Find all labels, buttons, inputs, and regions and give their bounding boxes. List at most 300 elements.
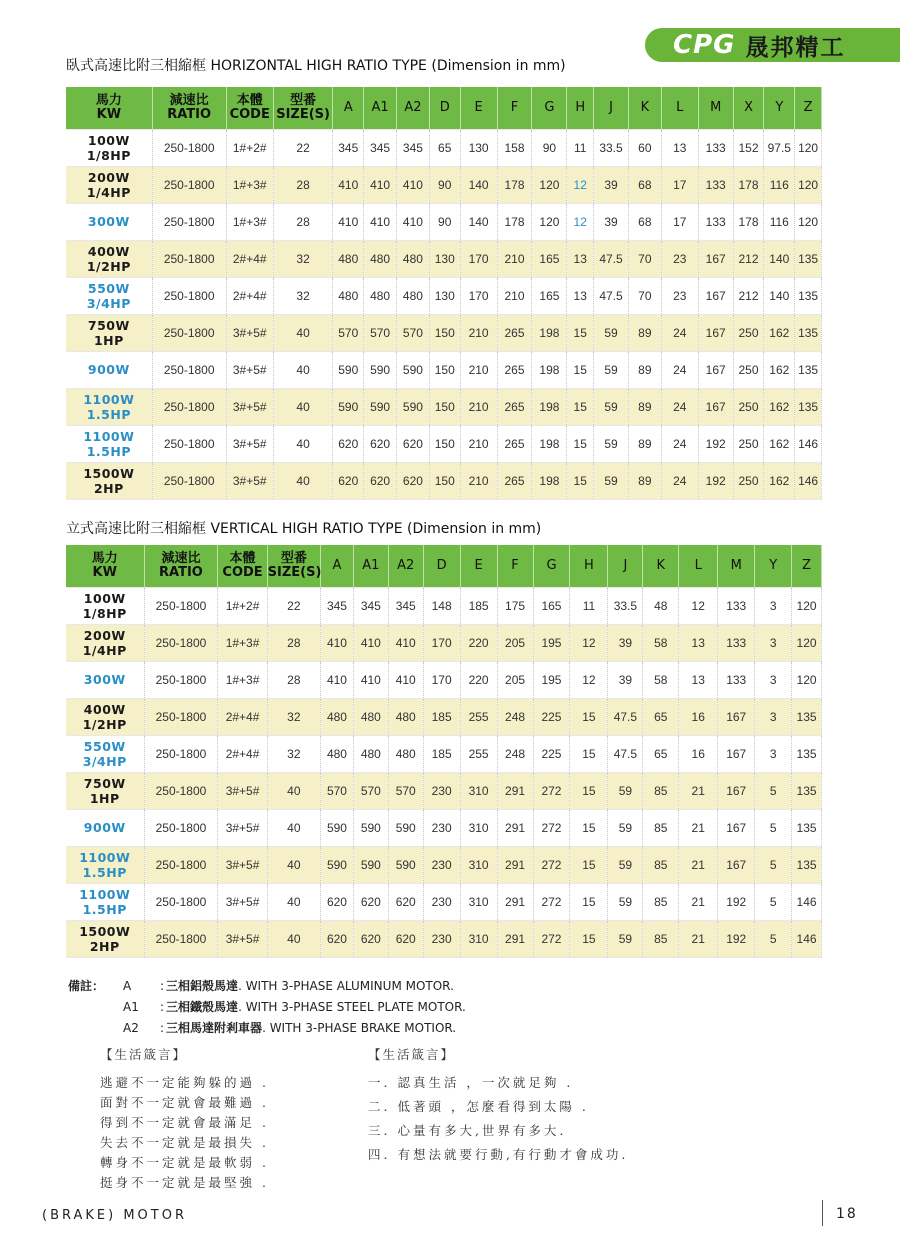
- table-cell: 40: [267, 920, 320, 957]
- table-cell: 40: [267, 883, 320, 920]
- table-cell: 310: [460, 920, 497, 957]
- table-cell: 165: [532, 240, 567, 277]
- table-row: [66, 166, 822, 203]
- table-cell: 410: [333, 203, 364, 240]
- table-cell: 345: [353, 587, 388, 624]
- table-cell: 272: [533, 883, 570, 920]
- table-cell: 162: [764, 425, 795, 462]
- table-cell: 590: [321, 809, 354, 846]
- table-cell: 250-1800: [152, 425, 226, 462]
- table-cell: 116: [764, 203, 795, 240]
- table-cell: 21: [679, 920, 718, 957]
- table-cell: 146: [792, 883, 822, 920]
- table-cell: 15: [567, 388, 594, 425]
- footer-divider: [822, 1200, 823, 1226]
- column-header: M: [718, 545, 755, 587]
- table-cell: 15: [570, 772, 608, 809]
- table-cell: 230: [423, 809, 460, 846]
- table-cell: 250-1800: [144, 587, 218, 624]
- table-cell: 130: [429, 240, 460, 277]
- table-cell: 59: [608, 772, 643, 809]
- table-cell: 1#+2#: [218, 587, 267, 624]
- table-cell: 230: [423, 846, 460, 883]
- table-cell: 39: [594, 203, 629, 240]
- saying-line: 四. 有想法就要行動,有行動才會成功.: [368, 1147, 629, 1162]
- table-cell: 133: [698, 166, 733, 203]
- saying-line: 轉身不一定就是最軟弱 .: [100, 1155, 269, 1170]
- table-cell: 133: [718, 661, 755, 698]
- table-row: [66, 203, 822, 240]
- table-cell: 135: [792, 735, 822, 772]
- table-cell: 250-1800: [144, 772, 218, 809]
- column-header: K: [628, 87, 661, 129]
- power-cell: 900W: [66, 809, 144, 846]
- table-cell: 22: [273, 129, 333, 166]
- table-cell: 167: [718, 809, 755, 846]
- table-cell: 11: [567, 129, 594, 166]
- power-cell: 200W 1/4HP: [66, 624, 144, 661]
- table-cell: 265: [497, 314, 532, 351]
- table-cell: 250-1800: [144, 735, 218, 772]
- table-cell: 120: [795, 166, 822, 203]
- table-cell: 480: [321, 735, 354, 772]
- note-cn: 三相鐵殼馬達: [166, 1000, 239, 1014]
- table-cell: 480: [321, 698, 354, 735]
- column-header: Y: [755, 545, 792, 587]
- table-cell: 22: [267, 587, 320, 624]
- column-header: Y: [764, 87, 795, 129]
- column-header: A: [321, 545, 354, 587]
- table-cell: 250-1800: [152, 129, 226, 166]
- power-cell: 1500W 2HP: [66, 462, 152, 499]
- table-cell: 68: [628, 166, 661, 203]
- table-cell: 116: [764, 166, 795, 203]
- table-cell: 11: [570, 587, 608, 624]
- table-cell: 620: [321, 920, 354, 957]
- table-cell: 1#+3#: [218, 661, 267, 698]
- table-cell: 135: [792, 772, 822, 809]
- power-cell: 1100W 1.5HP: [66, 388, 152, 425]
- table-cell: 480: [364, 277, 397, 314]
- table-cell: 59: [608, 920, 643, 957]
- table-cell: 165: [532, 277, 567, 314]
- table-cell: 68: [628, 203, 661, 240]
- power-cell: 300W: [66, 661, 144, 698]
- table-cell: 410: [353, 661, 388, 698]
- table-cell: 480: [353, 698, 388, 735]
- power-cell: 1100W 1.5HP: [66, 425, 152, 462]
- table-cell: 59: [608, 846, 643, 883]
- table-cell: 60: [628, 129, 661, 166]
- table-cell: 167: [698, 388, 733, 425]
- column-header: A2: [388, 545, 423, 587]
- table-cell: 192: [718, 883, 755, 920]
- table-cell: 40: [267, 846, 320, 883]
- table-cell: 410: [388, 624, 423, 661]
- table-cell: 59: [608, 883, 643, 920]
- table-cell: 620: [397, 462, 430, 499]
- table-cell: 570: [388, 772, 423, 809]
- table-row: [66, 661, 822, 698]
- table-cell: 272: [533, 772, 570, 809]
- table-cell: 162: [764, 462, 795, 499]
- table-cell: 15: [570, 920, 608, 957]
- table-cell: 133: [698, 129, 733, 166]
- page-number: 18: [836, 1206, 858, 1222]
- table-cell: 310: [460, 809, 497, 846]
- table-cell: 170: [423, 661, 460, 698]
- power-cell: 1100W 1.5HP: [66, 846, 144, 883]
- table-row: [66, 920, 822, 957]
- table-cell: 220: [460, 661, 497, 698]
- column-header: 型番 SIZE(S): [267, 545, 320, 587]
- column-header: K: [643, 545, 679, 587]
- horizontal-title: 臥式高速比附三相縮框 HORIZONTAL HIGH RATIO TYPE (Dimension in mm): [66, 58, 566, 74]
- table-cell: 570: [333, 314, 364, 351]
- column-header: D: [429, 87, 460, 129]
- table-cell: 1#+3#: [226, 203, 273, 240]
- table-cell: 590: [397, 388, 430, 425]
- table-cell: 167: [698, 277, 733, 314]
- column-header: J: [608, 545, 643, 587]
- table-cell: 89: [628, 462, 661, 499]
- table-cell: 410: [333, 166, 364, 203]
- table-cell: 167: [698, 240, 733, 277]
- horizontal-spec-table: [66, 87, 822, 500]
- table-cell: 170: [460, 240, 497, 277]
- table-cell: 133: [718, 587, 755, 624]
- table-cell: 150: [429, 351, 460, 388]
- table-row: [66, 846, 822, 883]
- table-cell: 410: [364, 166, 397, 203]
- table-cell: 250-1800: [152, 240, 226, 277]
- table-cell: 291: [497, 772, 533, 809]
- table-cell: 250-1800: [152, 277, 226, 314]
- table-cell: 32: [273, 240, 333, 277]
- table-cell: 167: [698, 314, 733, 351]
- column-header: 馬力 KW: [66, 545, 144, 587]
- table-cell: 620: [353, 920, 388, 957]
- table-cell: 15: [567, 314, 594, 351]
- column-header: D: [423, 545, 460, 587]
- table-cell: 250-1800: [144, 661, 218, 698]
- table-cell: 21: [679, 772, 718, 809]
- table-cell: 590: [388, 846, 423, 883]
- table-cell: 12: [570, 661, 608, 698]
- table-cell: 198: [532, 314, 567, 351]
- table-cell: 210: [497, 240, 532, 277]
- table-cell: 17: [661, 203, 698, 240]
- table-cell: 146: [795, 462, 822, 499]
- table-cell: 140: [460, 203, 497, 240]
- table-cell: 28: [273, 203, 333, 240]
- table-cell: 89: [628, 351, 661, 388]
- table-cell: 620: [321, 883, 354, 920]
- table-cell: 17: [661, 166, 698, 203]
- brand-banner: [645, 28, 900, 62]
- table-cell: 3#+5#: [226, 425, 273, 462]
- table-cell: 225: [533, 735, 570, 772]
- table-cell: 175: [497, 587, 533, 624]
- table-cell: 24: [661, 314, 698, 351]
- column-header: X: [733, 87, 764, 129]
- table-cell: 15: [567, 462, 594, 499]
- table-cell: 620: [388, 920, 423, 957]
- table-row: [66, 462, 822, 499]
- table-cell: 120: [792, 587, 822, 624]
- table-cell: 410: [388, 661, 423, 698]
- table-cell: 178: [497, 166, 532, 203]
- table-row: [66, 735, 822, 772]
- table-cell: 32: [267, 698, 320, 735]
- column-header: H: [567, 87, 594, 129]
- table-cell: 345: [321, 587, 354, 624]
- table-cell: 24: [661, 425, 698, 462]
- table-cell: 198: [532, 388, 567, 425]
- table-cell: 150: [429, 314, 460, 351]
- table-cell: 250-1800: [144, 846, 218, 883]
- table-cell: 230: [423, 883, 460, 920]
- table-cell: 150: [429, 462, 460, 499]
- table-cell: 140: [764, 277, 795, 314]
- note-en: . WITH 3-PHASE ALUMINUM MOTOR.: [238, 978, 454, 993]
- table-cell: 3#+5#: [226, 351, 273, 388]
- table-cell: 230: [423, 920, 460, 957]
- table-cell: 178: [733, 203, 764, 240]
- table-cell: 167: [718, 846, 755, 883]
- table-cell: 590: [353, 809, 388, 846]
- table-cell: 85: [643, 772, 679, 809]
- table-cell: 135: [792, 809, 822, 846]
- table-cell: 265: [497, 351, 532, 388]
- table-cell: 3#+5#: [218, 883, 267, 920]
- column-header: G: [532, 87, 567, 129]
- table-cell: 40: [273, 314, 333, 351]
- table-cell: 47.5: [608, 735, 643, 772]
- table-cell: 24: [661, 462, 698, 499]
- table-cell: 85: [643, 883, 679, 920]
- table-cell: 170: [460, 277, 497, 314]
- saying-line: 逃避不一定能夠躲的過 .: [100, 1075, 269, 1090]
- table-row: [66, 314, 822, 351]
- table-cell: 89: [628, 388, 661, 425]
- table-cell: 135: [795, 314, 822, 351]
- table-row: [66, 772, 822, 809]
- table-cell: 40: [273, 351, 333, 388]
- table-cell: 250-1800: [152, 351, 226, 388]
- power-cell: 200W 1/4HP: [66, 166, 152, 203]
- brand-logo: CPG: [673, 30, 736, 60]
- table-cell: 620: [333, 425, 364, 462]
- power-cell: 1500W 2HP: [66, 920, 144, 957]
- table-cell: 291: [497, 920, 533, 957]
- table-cell: 250-1800: [144, 920, 218, 957]
- table-cell: 205: [497, 624, 533, 661]
- column-header: E: [460, 87, 497, 129]
- table-row: [66, 425, 822, 462]
- table-cell: 185: [460, 587, 497, 624]
- table-cell: 15: [570, 698, 608, 735]
- column-header: 減速比 RATIO: [152, 87, 226, 129]
- table-cell: 590: [353, 846, 388, 883]
- table-cell: 570: [321, 772, 354, 809]
- table-cell: 570: [364, 314, 397, 351]
- table-cell: 135: [795, 277, 822, 314]
- table-cell: 250-1800: [144, 698, 218, 735]
- table-cell: 345: [388, 587, 423, 624]
- table-cell: 162: [764, 388, 795, 425]
- table-row: [66, 240, 822, 277]
- table-cell: 13: [661, 129, 698, 166]
- table-cell: 410: [321, 624, 354, 661]
- table-cell: 58: [643, 661, 679, 698]
- table-cell: 40: [273, 462, 333, 499]
- power-cell: 100W 1/8HP: [66, 129, 152, 166]
- table-cell: 620: [388, 883, 423, 920]
- table-cell: 1#+3#: [218, 624, 267, 661]
- table-cell: 570: [353, 772, 388, 809]
- table-cell: 590: [364, 351, 397, 388]
- notes-label: 備註：: [68, 979, 105, 993]
- table-cell: 185: [423, 698, 460, 735]
- table-cell: 3#+5#: [218, 920, 267, 957]
- column-header: L: [661, 87, 698, 129]
- table-cell: 210: [497, 277, 532, 314]
- notes-block: [68, 975, 466, 1038]
- table-cell: 265: [497, 388, 532, 425]
- table-cell: 59: [594, 425, 629, 462]
- table-cell: 210: [460, 351, 497, 388]
- table-cell: 250: [733, 314, 764, 351]
- table-cell: 167: [718, 698, 755, 735]
- table-cell: 15: [570, 735, 608, 772]
- table-cell: 140: [460, 166, 497, 203]
- column-header: 馬力 KW: [66, 87, 152, 129]
- table-cell: 590: [364, 388, 397, 425]
- table-cell: 345: [333, 129, 364, 166]
- table-cell: 480: [397, 240, 430, 277]
- column-header: F: [497, 545, 533, 587]
- table-cell: 195: [533, 661, 570, 698]
- table-cell: 265: [497, 462, 532, 499]
- power-cell: 750W 1HP: [66, 314, 152, 351]
- table-row: [66, 388, 822, 425]
- table-cell: 230: [423, 772, 460, 809]
- table-cell: 13: [679, 624, 718, 661]
- note-row-a1: A1 : 三相鐵殼馬達 . WITH 3-PHASE STEEL PLATE MOTOR.: [123, 999, 466, 1014]
- note-key: A1: [123, 999, 139, 1014]
- note-cn: 三相馬達附剎車器: [166, 1021, 263, 1035]
- column-header: E: [460, 545, 497, 587]
- saying-line: 失去不一定就是最損失 .: [100, 1135, 269, 1150]
- column-header: A: [333, 87, 364, 129]
- table-cell: 65: [643, 735, 679, 772]
- table-cell: 570: [397, 314, 430, 351]
- table-cell: 620: [364, 425, 397, 462]
- power-cell: 400W 1/2HP: [66, 240, 152, 277]
- table-cell: 167: [718, 735, 755, 772]
- note-key: A2: [123, 1020, 139, 1035]
- table-cell: 3: [755, 624, 792, 661]
- table-cell: 3: [755, 735, 792, 772]
- table-cell: 12: [570, 624, 608, 661]
- sayings-heading: 【生活箴言】: [368, 1047, 456, 1062]
- table-cell: 135: [795, 351, 822, 388]
- power-cell: 300W: [66, 203, 152, 240]
- table-cell: 590: [388, 809, 423, 846]
- table-cell: 265: [497, 425, 532, 462]
- table-cell: 1#+3#: [226, 166, 273, 203]
- column-header: L: [679, 545, 718, 587]
- table-cell: 192: [698, 425, 733, 462]
- table-cell: 248: [497, 698, 533, 735]
- table-cell: 97.5: [764, 129, 795, 166]
- table-cell: 28: [267, 624, 320, 661]
- table-cell: 15: [567, 351, 594, 388]
- saying-line: 二. 低著頭 ，怎麼看得到太陽 .: [368, 1099, 589, 1114]
- table-cell: 85: [643, 809, 679, 846]
- table-cell: 135: [795, 388, 822, 425]
- table-cell: 620: [333, 462, 364, 499]
- table-cell: 620: [397, 425, 430, 462]
- table-cell: 135: [795, 240, 822, 277]
- table-cell: 120: [795, 129, 822, 166]
- column-header: 型番 SIZE(S): [273, 87, 333, 129]
- table-cell: 250-1800: [152, 462, 226, 499]
- table-cell: 59: [608, 809, 643, 846]
- table-cell: 248: [497, 735, 533, 772]
- table-cell: 24: [661, 351, 698, 388]
- table-cell: 33.5: [608, 587, 643, 624]
- table-cell: 135: [792, 698, 822, 735]
- table-cell: 5: [755, 883, 792, 920]
- table-cell: 167: [698, 351, 733, 388]
- table-cell: 291: [497, 809, 533, 846]
- table-cell: 13: [679, 661, 718, 698]
- table-cell: 59: [594, 462, 629, 499]
- table-cell: 250: [733, 351, 764, 388]
- saying-line: 一. 認真生活 ，一次就足夠 .: [368, 1075, 574, 1090]
- table-cell: 21: [679, 883, 718, 920]
- table-cell: 148: [423, 587, 460, 624]
- table-cell: 133: [718, 624, 755, 661]
- table-cell: 210: [460, 388, 497, 425]
- saying-line: 得到不一定就會最滿足 .: [100, 1115, 269, 1130]
- column-header: J: [594, 87, 629, 129]
- table-cell: 16: [679, 698, 718, 735]
- table-cell: 3: [755, 587, 792, 624]
- table-cell: 39: [594, 166, 629, 203]
- table-cell: 250: [733, 388, 764, 425]
- power-cell: 550W 3/4HP: [66, 277, 152, 314]
- table-cell: 32: [267, 735, 320, 772]
- table-cell: 23: [661, 240, 698, 277]
- table-cell: 410: [364, 203, 397, 240]
- table-cell: 150: [429, 388, 460, 425]
- table-cell: 210: [460, 462, 497, 499]
- table-cell: 3#+5#: [218, 846, 267, 883]
- table-row: [66, 698, 822, 735]
- table-cell: 162: [764, 351, 795, 388]
- table-cell: 21: [679, 846, 718, 883]
- table-cell: 480: [388, 735, 423, 772]
- table-cell: 198: [532, 425, 567, 462]
- sayings-right: [368, 1045, 628, 1165]
- table-cell: 3#+5#: [226, 388, 273, 425]
- note-row-a2: A2 : 三相馬達附剎車器 . WITH 3-PHASE BRAKE MOTIOR.: [123, 1020, 457, 1035]
- table-cell: 210: [460, 425, 497, 462]
- table-cell: 291: [497, 846, 533, 883]
